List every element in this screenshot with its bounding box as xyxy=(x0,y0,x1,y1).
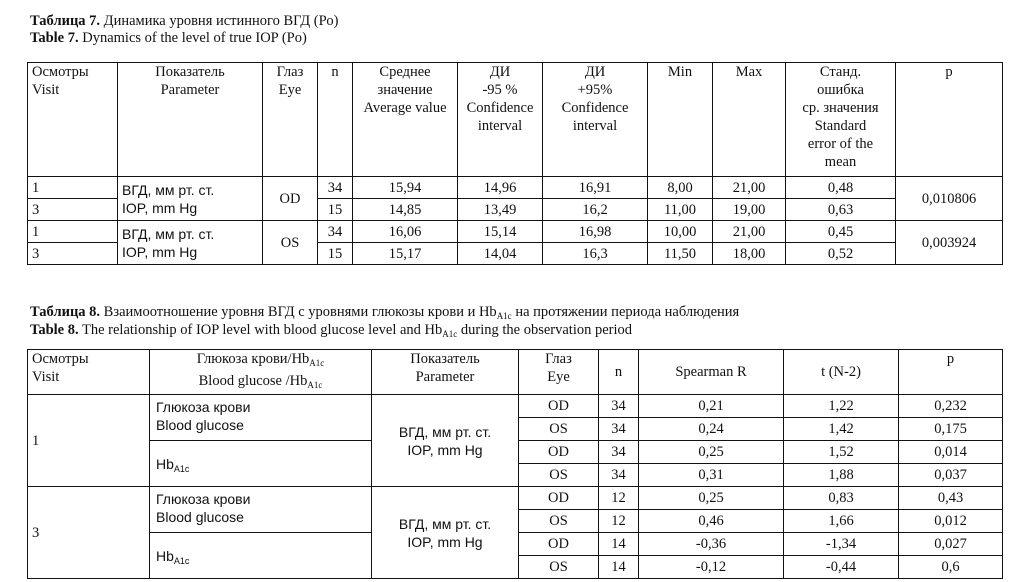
table7-title-ru xyxy=(30,13,338,30)
table8-eye: OD xyxy=(519,395,599,418)
table7-n: 15 xyxy=(318,199,353,221)
table7-header-min: Min xyxy=(648,63,713,177)
table7-eye: OD xyxy=(263,177,318,221)
table7-max: 21,00 xyxy=(713,221,786,243)
table8-visit: 1 xyxy=(28,395,150,487)
table7-ci-hi: 16,3 xyxy=(543,243,648,265)
table7-header-param: Показатель Parameter xyxy=(118,63,263,177)
table8-spearman-r: 0,24 xyxy=(639,418,784,441)
table7-max: 18,00 xyxy=(713,243,786,265)
table8-p: 0,012 xyxy=(899,510,1003,533)
table8-p: 0,027 xyxy=(899,533,1003,556)
table7-max: 21,00 xyxy=(713,177,786,199)
table8-t: 1,52 xyxy=(784,441,899,464)
table7-n: 34 xyxy=(318,221,353,243)
table7-ci-lo: 14,96 xyxy=(458,177,543,199)
table8-visit: 3 xyxy=(28,487,150,579)
table7-visit: 3 xyxy=(28,243,118,265)
table8-title-ru-tail: на протяжении периода наблюдения xyxy=(511,304,740,320)
table7-min: 10,00 xyxy=(648,221,713,243)
table8-t: 1,66 xyxy=(784,510,899,533)
table7-title-ru-text: Динамика уровня истинного ВГД (Ро) xyxy=(100,13,339,29)
table7 xyxy=(27,62,1003,265)
table8-spearman-r: 0,25 xyxy=(639,487,784,510)
table8-header-glucose-ru-text: Глюкоза крови/Hb xyxy=(196,351,310,367)
table8-header-glucose-en xyxy=(154,372,367,394)
table7-ci-hi: 16,2 xyxy=(543,199,648,221)
table8-n: 14 xyxy=(599,556,639,579)
table8-row xyxy=(28,487,1003,510)
table8-p: 0,6 xyxy=(899,556,1003,579)
table8-header-glucose-en-sub: A1c xyxy=(307,380,323,390)
table8-p: 0,232 xyxy=(899,395,1003,418)
table7-header-se: Станд. ошибка ср. значения Standard error of the mean xyxy=(786,63,896,177)
table8-marker-hba1c xyxy=(150,441,372,487)
table7-ci-hi: 16,91 xyxy=(543,177,648,199)
table8-marker-label: Глюкоза крови Blood glucose xyxy=(156,491,251,525)
table7-se: 0,45 xyxy=(786,221,896,243)
table7-min: 8,00 xyxy=(648,177,713,199)
table7-mean: 15,17 xyxy=(353,243,458,265)
table8-t: 0,83 xyxy=(784,487,899,510)
table7-header-row xyxy=(28,63,1003,177)
table8-eye: OD xyxy=(519,533,599,556)
table7-row xyxy=(28,221,1003,243)
table7-min: 11,50 xyxy=(648,243,713,265)
table7-se: 0,48 xyxy=(786,177,896,199)
table8-t: -1,34 xyxy=(784,533,899,556)
table7-row xyxy=(28,177,1003,199)
table7-max: 19,00 xyxy=(713,199,786,221)
table8-marker-hba1c xyxy=(150,533,372,579)
table8-p: 0,014 xyxy=(899,441,1003,464)
table8-n: 12 xyxy=(599,510,639,533)
table7-header-mean: Среднее значение Average value xyxy=(353,63,458,177)
table8-spearman-r: 0,21 xyxy=(639,395,784,418)
table8-t: 1,22 xyxy=(784,395,899,418)
table8-eye: OS xyxy=(519,510,599,533)
table8-marker-sub: A1c xyxy=(173,464,190,474)
table7-ci-lo: 13,49 xyxy=(458,199,543,221)
table8-header-p: p xyxy=(899,350,1003,395)
table7-p-value: 0,010806 xyxy=(896,177,1003,221)
table7-ci-lo: 14,04 xyxy=(458,243,543,265)
table7-header-visit: Осмотры Visit xyxy=(28,63,118,177)
table8-p: 0,43 xyxy=(899,487,1003,510)
table8-t: -0,44 xyxy=(784,556,899,579)
table8-header-glucose-en-text: Blood glucose /Hb xyxy=(198,373,308,389)
table7-visit: 1 xyxy=(28,221,118,243)
table7-parameter: ВГД, мм рт. ст. IOP, mm Hg xyxy=(118,177,263,221)
table7-mean: 16,06 xyxy=(353,221,458,243)
table7-header-n: n xyxy=(318,63,353,177)
table8-title-en-sub: A1c xyxy=(442,329,458,339)
table8-row xyxy=(28,395,1003,418)
table8-n: 12 xyxy=(599,487,639,510)
table8-title-en-text: The relationship of IOP level with blood glucose level and Hb xyxy=(78,322,443,338)
table7-p-value: 0,003924 xyxy=(896,221,1003,265)
table7-title-ru-label: Таблица 7. xyxy=(30,13,101,29)
table7-title-en-text: Dynamics of the level of true IOP (Po) xyxy=(78,30,307,46)
table8-parameter: ВГД, мм рт. ст. IOP, mm Hg xyxy=(372,487,519,579)
table8-spearman-r: 0,46 xyxy=(639,510,784,533)
table8-eye: OS xyxy=(519,464,599,487)
table8-eye: OD xyxy=(519,441,599,464)
table8-header-visit: Осмотры Visit xyxy=(28,350,150,395)
table7-header-ci-lo: ДИ -95 % Confidence interval xyxy=(458,63,543,177)
table8-eye: OD xyxy=(519,487,599,510)
table8-header-spearman: Spearman R xyxy=(639,350,784,395)
table7-ci-hi: 16,98 xyxy=(543,221,648,243)
table7-header-ci-hi: ДИ +95% Confidence interval xyxy=(543,63,648,177)
table7-mean: 14,85 xyxy=(353,199,458,221)
table7-parameter: ВГД, мм рт. ст. IOP, mm Hg xyxy=(118,221,263,265)
table8-header-t: t (N-2) xyxy=(784,350,899,395)
table8-header-param: Показатель Parameter xyxy=(372,350,519,395)
table8-n: 34 xyxy=(599,395,639,418)
table8-parameter: ВГД, мм рт. ст. IOP, mm Hg xyxy=(372,395,519,487)
table8-eye: OS xyxy=(519,556,599,579)
table8-spearman-r: -0,12 xyxy=(639,556,784,579)
table8-title-ru-sub: A1c xyxy=(496,311,512,321)
table8-title-en-label: Table 8. xyxy=(30,322,79,338)
table8-spearman-r: 0,31 xyxy=(639,464,784,487)
table7-mean: 15,94 xyxy=(353,177,458,199)
table8-marker-glucose xyxy=(150,395,372,441)
table8-marker-glucose xyxy=(150,487,372,533)
table7-header-eye: Глаз Eye xyxy=(263,63,318,177)
table8-t: 1,88 xyxy=(784,464,899,487)
table7-ci-lo: 15,14 xyxy=(458,221,543,243)
table7-se: 0,63 xyxy=(786,199,896,221)
table8-title-ru-label: Таблица 8. xyxy=(30,304,101,320)
table8-header-glucose xyxy=(150,350,372,395)
table8-t: 1,42 xyxy=(784,418,899,441)
table8-n: 34 xyxy=(599,464,639,487)
table7-n: 15 xyxy=(318,243,353,265)
table8-header-glucose-ru xyxy=(154,350,367,372)
table8-title-en-tail: during the observation period xyxy=(457,322,633,338)
table8-marker-label: Hb xyxy=(156,548,174,564)
table8-header-eye: Глаз Eye xyxy=(519,350,599,395)
table8-title-en xyxy=(30,322,632,343)
table7-title-en-label: Table 7. xyxy=(30,30,79,46)
table8-marker-label: Hb xyxy=(156,456,174,472)
table8-header-glucose-ru-sub: A1c xyxy=(309,358,325,368)
table8-marker-label: Глюкоза крови Blood glucose xyxy=(156,399,251,433)
table8-p: 0,037 xyxy=(899,464,1003,487)
table8-n: 34 xyxy=(599,418,639,441)
table7-header-p: p xyxy=(896,63,1003,177)
table7-eye: OS xyxy=(263,221,318,265)
table7-min: 11,00 xyxy=(648,199,713,221)
table8-marker-sub: A1c xyxy=(173,556,190,566)
table7-title-en xyxy=(30,30,307,47)
table8-n: 14 xyxy=(599,533,639,556)
table8-header-n: n xyxy=(599,350,639,395)
table7-se: 0,52 xyxy=(786,243,896,265)
table8-title-ru-text: Взаимоотношение уровня ВГД с уровнями глюкозы крови и Hb xyxy=(100,304,497,320)
table8 xyxy=(27,349,1003,579)
table8-n: 34 xyxy=(599,441,639,464)
table7-visit: 1 xyxy=(28,177,118,199)
table7-header-max: Max xyxy=(713,63,786,177)
table7-visit: 3 xyxy=(28,199,118,221)
table8-spearman-r: -0,36 xyxy=(639,533,784,556)
table8-header-row xyxy=(28,350,1003,395)
table7-n: 34 xyxy=(318,177,353,199)
table8-eye: OS xyxy=(519,418,599,441)
table8-spearman-r: 0,25 xyxy=(639,441,784,464)
table8-p: 0,175 xyxy=(899,418,1003,441)
